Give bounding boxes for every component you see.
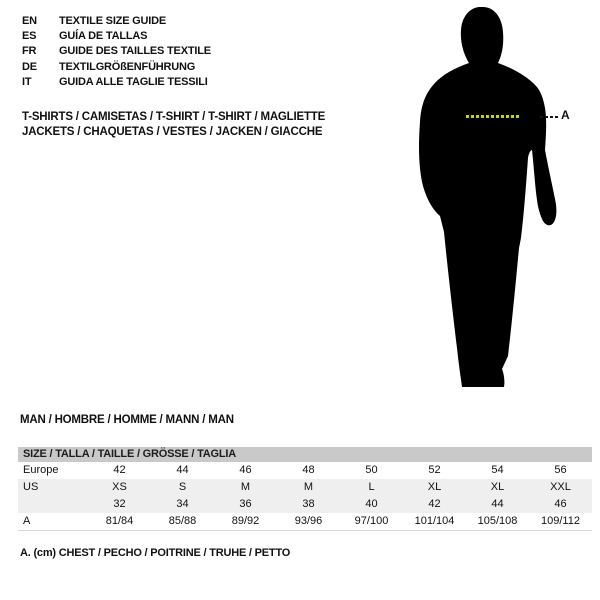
cell: 38 <box>302 498 315 510</box>
table-header: SIZE / TALLA / TAILLE / GRÖSSE / TAGLIA <box>18 447 592 462</box>
language-label: GUÍA DE TALLAS <box>59 30 148 43</box>
cell: 42 <box>113 464 126 476</box>
cell: 48 <box>302 464 315 476</box>
cell: S <box>178 481 187 493</box>
chest-measure-line <box>466 115 521 118</box>
language-code: DE <box>22 60 37 73</box>
cell: M <box>240 481 251 493</box>
cell: 54 <box>491 464 504 476</box>
section-title-man: MAN / HOMBRE / HOMME / MANN / MAN <box>20 414 234 426</box>
language-code: EN <box>22 14 37 27</box>
row-label: A <box>23 515 31 527</box>
language-code: IT <box>22 76 32 89</box>
size-table <box>18 447 592 531</box>
cell: 50 <box>365 464 378 476</box>
cell: 40 <box>365 498 378 510</box>
cell: 105/108 <box>477 515 518 527</box>
garment-line-tshirts: T-SHIRTS / CAMISETAS / T-SHIRT / T-SHIRT / MAGLIETTE <box>22 111 326 123</box>
cell: 97/100 <box>354 515 389 527</box>
cell: XS <box>112 481 127 493</box>
language-label: GUIDA ALLE TAGLIE TESSILI <box>59 76 208 89</box>
table-row-europe <box>18 462 592 479</box>
language-code: ES <box>22 30 37 43</box>
language-label: TEXTILGRÖßENFÜHRUNG <box>59 60 196 73</box>
cell: 93/96 <box>294 515 323 527</box>
language-row <box>22 44 211 59</box>
cell: XL <box>427 481 442 493</box>
man-silhouette <box>400 0 600 400</box>
cell: 36 <box>239 498 252 510</box>
cell: 81/84 <box>105 515 134 527</box>
cell: 52 <box>428 464 441 476</box>
cell: 34 <box>176 498 189 510</box>
language-row <box>22 75 211 90</box>
garment-categories <box>22 110 325 140</box>
cell: 44 <box>176 464 189 476</box>
cell: 32 <box>113 498 126 510</box>
language-code: FR <box>22 45 37 58</box>
measure-leader-line <box>540 116 558 118</box>
cell: L <box>368 481 375 493</box>
cell: 101/104 <box>414 515 455 527</box>
garment-line-jackets: JACKETS / CHAQUETAS / VESTES / JACKEN / GIACCHE <box>22 126 323 139</box>
cell: 109/112 <box>541 515 580 527</box>
cell: 42 <box>428 498 441 510</box>
cell: M <box>303 481 314 493</box>
language-label: TEXTILE SIZE GUIDE <box>59 14 167 27</box>
cell: 89/92 <box>231 515 260 527</box>
row-label <box>18 496 88 513</box>
row-label: Europe <box>23 464 59 476</box>
table-row-us-numeric <box>18 496 592 513</box>
footnote-measurement-legend: A. (cm) CHEST / PECHO / POITRINE / TRUHE / PETTO <box>20 547 291 559</box>
table-row-a <box>18 513 592 531</box>
language-row <box>22 59 211 74</box>
language-row <box>22 28 211 43</box>
cell: 44 <box>491 498 504 510</box>
measurement-label-a: A <box>561 108 570 122</box>
table-row-us <box>18 479 592 496</box>
cell: XL <box>490 481 505 493</box>
language-row <box>22 13 211 28</box>
language-list <box>22 13 211 90</box>
cell: 46 <box>239 464 252 476</box>
language-label: GUIDE DES TAILLES TEXTILE <box>59 45 211 58</box>
cell: 46 <box>554 498 567 510</box>
cell: 85/88 <box>168 515 197 527</box>
cell: XXL <box>550 481 571 493</box>
cell: 56 <box>554 464 567 476</box>
row-label: US <box>23 481 39 493</box>
